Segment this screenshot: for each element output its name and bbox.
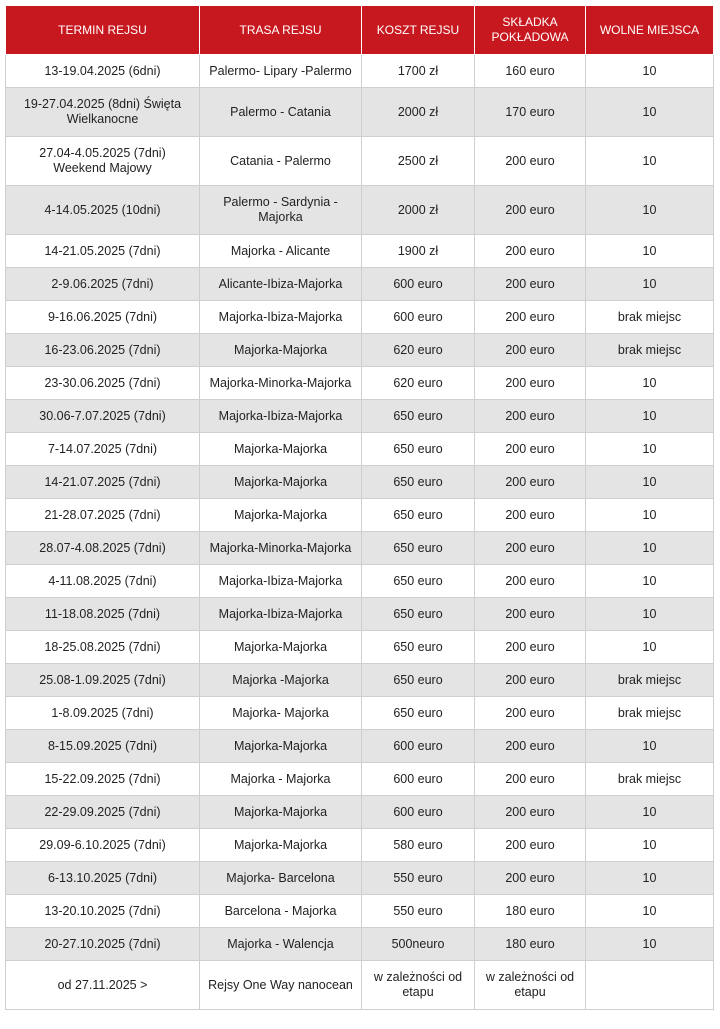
- table-row: [6, 928, 714, 961]
- cell-date: 14-21.07.2025 (7dni): [6, 466, 200, 499]
- cell-fee: 200 euro: [475, 532, 586, 565]
- cell-seats: 10: [586, 433, 714, 466]
- cell-date: 4-14.05.2025 (10dni): [6, 186, 200, 235]
- cell-seats: 10: [586, 268, 714, 301]
- cell-route: Majorka-Majorka: [200, 433, 362, 466]
- table-row: [6, 664, 714, 697]
- cruise-schedule: [5, 5, 719, 1010]
- table-row: [6, 367, 714, 400]
- cell-route: Majorka-Majorka: [200, 796, 362, 829]
- cell-route: Catania - Palermo: [200, 137, 362, 186]
- table-row: [6, 334, 714, 367]
- cell-route: Majorka-Ibiza-Majorka: [200, 598, 362, 631]
- cell-cost: 620 euro: [362, 367, 475, 400]
- cell-date: 28.07-4.08.2025 (7dni): [6, 532, 200, 565]
- table-body: [6, 55, 714, 1010]
- cell-cost: 650 euro: [362, 697, 475, 730]
- table-row: [6, 829, 714, 862]
- cell-cost: 650 euro: [362, 466, 475, 499]
- header-route: TRASA REJSU: [200, 6, 362, 55]
- cell-fee: 200 euro: [475, 334, 586, 367]
- cell-seats: 10: [586, 730, 714, 763]
- cell-route: Majorka-Majorka: [200, 499, 362, 532]
- cell-fee: 200 euro: [475, 796, 586, 829]
- cell-fee: 200 euro: [475, 697, 586, 730]
- cell-route: Majorka - Majorka: [200, 763, 362, 796]
- cell-cost: 650 euro: [362, 433, 475, 466]
- cell-date: 19-27.04.2025 (8dni) Święta Wielkanocne: [6, 88, 200, 137]
- cell-cost: 650 euro: [362, 598, 475, 631]
- cell-date: 16-23.06.2025 (7dni): [6, 334, 200, 367]
- cell-route: Barcelona - Majorka: [200, 895, 362, 928]
- cell-seats: 10: [586, 829, 714, 862]
- cell-seats: 10: [586, 88, 714, 137]
- cell-cost: 650 euro: [362, 565, 475, 598]
- table-row: [6, 763, 714, 796]
- cell-route: Majorka-Ibiza-Majorka: [200, 565, 362, 598]
- cell-cost: 600 euro: [362, 763, 475, 796]
- cell-route: Palermo - Catania: [200, 88, 362, 137]
- cell-date: 1-8.09.2025 (7dni): [6, 697, 200, 730]
- cell-seats: 10: [586, 137, 714, 186]
- cell-cost: 1900 zł: [362, 235, 475, 268]
- header-fee: SKŁADKA POKŁADOWA: [475, 6, 586, 55]
- cell-date: 27.04-4.05.2025 (7dni) Weekend Majowy: [6, 137, 200, 186]
- cell-fee: 200 euro: [475, 400, 586, 433]
- cell-date: 25.08-1.09.2025 (7dni): [6, 664, 200, 697]
- table-row: [6, 796, 714, 829]
- cell-cost: 650 euro: [362, 499, 475, 532]
- cell-cost: 650 euro: [362, 664, 475, 697]
- cell-seats: 10: [586, 466, 714, 499]
- cell-fee: 200 euro: [475, 466, 586, 499]
- cell-cost: 500neuro: [362, 928, 475, 961]
- cell-date: 29.09-6.10.2025 (7dni): [6, 829, 200, 862]
- table-row: [6, 697, 714, 730]
- cell-fee: 200 euro: [475, 565, 586, 598]
- cell-fee: 180 euro: [475, 895, 586, 928]
- table-row: [6, 186, 714, 235]
- cell-date: 9-16.06.2025 (7dni): [6, 301, 200, 334]
- table-row: [6, 235, 714, 268]
- cell-cost: 600 euro: [362, 730, 475, 763]
- cell-route: Majorka-Majorka: [200, 466, 362, 499]
- table-row: [6, 301, 714, 334]
- cell-seats: 10: [586, 367, 714, 400]
- cell-date: 2-9.06.2025 (7dni): [6, 268, 200, 301]
- cell-fee: 200 euro: [475, 367, 586, 400]
- cell-route: Palermo - Sardynia - Majorka: [200, 186, 362, 235]
- cell-seats: 10: [586, 895, 714, 928]
- cell-seats: brak miejsc: [586, 697, 714, 730]
- cell-seats: brak miejsc: [586, 664, 714, 697]
- cell-fee: 200 euro: [475, 862, 586, 895]
- table-header: [6, 6, 714, 55]
- cell-fee: 200 euro: [475, 433, 586, 466]
- cell-fee: 180 euro: [475, 928, 586, 961]
- cell-cost: 620 euro: [362, 334, 475, 367]
- cell-route: Majorka - Alicante: [200, 235, 362, 268]
- cell-fee: 200 euro: [475, 268, 586, 301]
- cell-fee: 200 euro: [475, 137, 586, 186]
- cell-date: 22-29.09.2025 (7dni): [6, 796, 200, 829]
- cell-route: Majorka-Minorka-Majorka: [200, 367, 362, 400]
- cell-cost: 600 euro: [362, 268, 475, 301]
- cell-seats: 10: [586, 928, 714, 961]
- table-row: [6, 730, 714, 763]
- table-row: [6, 137, 714, 186]
- cell-fee: 200 euro: [475, 730, 586, 763]
- table-row: [6, 400, 714, 433]
- table-row: [6, 55, 714, 88]
- table-row: [6, 631, 714, 664]
- cell-date: 8-15.09.2025 (7dni): [6, 730, 200, 763]
- cell-fee: 200 euro: [475, 186, 586, 235]
- table-row: [6, 268, 714, 301]
- cell-cost: 650 euro: [362, 631, 475, 664]
- cell-route: Palermo- Lipary -Palermo: [200, 55, 362, 88]
- cell-fee: 200 euro: [475, 763, 586, 796]
- cell-route: Majorka - Walencja: [200, 928, 362, 961]
- cell-cost: 550 euro: [362, 895, 475, 928]
- cell-seats: brak miejsc: [586, 763, 714, 796]
- cell-cost: 600 euro: [362, 796, 475, 829]
- cell-date: 14-21.05.2025 (7dni): [6, 235, 200, 268]
- cell-seats: [586, 961, 714, 1010]
- table-row: [6, 565, 714, 598]
- cell-cost: 2000 zł: [362, 186, 475, 235]
- cell-fee: 200 euro: [475, 235, 586, 268]
- table-row: [6, 433, 714, 466]
- table-row: [6, 88, 714, 137]
- cell-route: Majorka-Majorka: [200, 631, 362, 664]
- cell-fee: w zależności od etapu: [475, 961, 586, 1010]
- cell-route: Majorka-Majorka: [200, 730, 362, 763]
- cell-route: Majorka-Majorka: [200, 334, 362, 367]
- cell-fee: 200 euro: [475, 631, 586, 664]
- cell-date: 15-22.09.2025 (7dni): [6, 763, 200, 796]
- cell-seats: 10: [586, 598, 714, 631]
- cell-route: Majorka- Barcelona: [200, 862, 362, 895]
- cell-date: 30.06-7.07.2025 (7dni): [6, 400, 200, 433]
- cell-fee: 170 euro: [475, 88, 586, 137]
- cell-cost: 550 euro: [362, 862, 475, 895]
- cell-seats: 10: [586, 55, 714, 88]
- header-date: TERMIN REJSU: [6, 6, 200, 55]
- table-row: [6, 961, 714, 1010]
- cell-date: 11-18.08.2025 (7dni): [6, 598, 200, 631]
- cell-seats: 10: [586, 186, 714, 235]
- cell-route: Majorka-Majorka: [200, 829, 362, 862]
- table-row: [6, 532, 714, 565]
- cell-route: Rejsy One Way nanocean: [200, 961, 362, 1010]
- cell-cost: 1700 zł: [362, 55, 475, 88]
- cell-cost: 2500 zł: [362, 137, 475, 186]
- cell-cost: 650 euro: [362, 400, 475, 433]
- cell-date: od 27.11.2025 >: [6, 961, 200, 1010]
- cell-route: Alicante-Ibiza-Majorka: [200, 268, 362, 301]
- header-row: [6, 6, 714, 55]
- cell-fee: 200 euro: [475, 598, 586, 631]
- table-row: [6, 895, 714, 928]
- cell-fee: 200 euro: [475, 499, 586, 532]
- table-row: [6, 862, 714, 895]
- table-row: [6, 598, 714, 631]
- cell-route: Majorka- Majorka: [200, 697, 362, 730]
- cell-cost: 580 euro: [362, 829, 475, 862]
- cell-cost: w zależności od etapu: [362, 961, 475, 1010]
- cell-date: 21-28.07.2025 (7dni): [6, 499, 200, 532]
- cell-seats: 10: [586, 400, 714, 433]
- cell-date: 20-27.10.2025 (7dni): [6, 928, 200, 961]
- cell-date: 13-19.04.2025 (6dni): [6, 55, 200, 88]
- cell-seats: brak miejsc: [586, 334, 714, 367]
- cell-fee: 200 euro: [475, 664, 586, 697]
- cell-date: 4-11.08.2025 (7dni): [6, 565, 200, 598]
- cell-cost: 2000 zł: [362, 88, 475, 137]
- cell-date: 6-13.10.2025 (7dni): [6, 862, 200, 895]
- cell-date: 18-25.08.2025 (7dni): [6, 631, 200, 664]
- cell-seats: 10: [586, 862, 714, 895]
- cell-fee: 200 euro: [475, 301, 586, 334]
- cell-date: 13-20.10.2025 (7dni): [6, 895, 200, 928]
- cell-seats: 10: [586, 499, 714, 532]
- cell-seats: 10: [586, 631, 714, 664]
- cell-route: Majorka-Ibiza-Majorka: [200, 400, 362, 433]
- table-row: [6, 466, 714, 499]
- cell-date: 23-30.06.2025 (7dni): [6, 367, 200, 400]
- cell-fee: 200 euro: [475, 829, 586, 862]
- cell-route: Majorka-Minorka-Majorka: [200, 532, 362, 565]
- cell-seats: 10: [586, 796, 714, 829]
- cell-fee: 160 euro: [475, 55, 586, 88]
- cruise-schedule-table: [5, 5, 714, 1010]
- cell-route: Majorka-Ibiza-Majorka: [200, 301, 362, 334]
- cell-seats: 10: [586, 532, 714, 565]
- cell-route: Majorka -Majorka: [200, 664, 362, 697]
- cell-seats: 10: [586, 565, 714, 598]
- cell-cost: 650 euro: [362, 532, 475, 565]
- cell-cost: 600 euro: [362, 301, 475, 334]
- cell-seats: brak miejsc: [586, 301, 714, 334]
- header-seats: WOLNE MIEJSCA: [586, 6, 714, 55]
- header-cost: KOSZT REJSU: [362, 6, 475, 55]
- cell-seats: 10: [586, 235, 714, 268]
- table-row: [6, 499, 714, 532]
- cell-date: 7-14.07.2025 (7dni): [6, 433, 200, 466]
